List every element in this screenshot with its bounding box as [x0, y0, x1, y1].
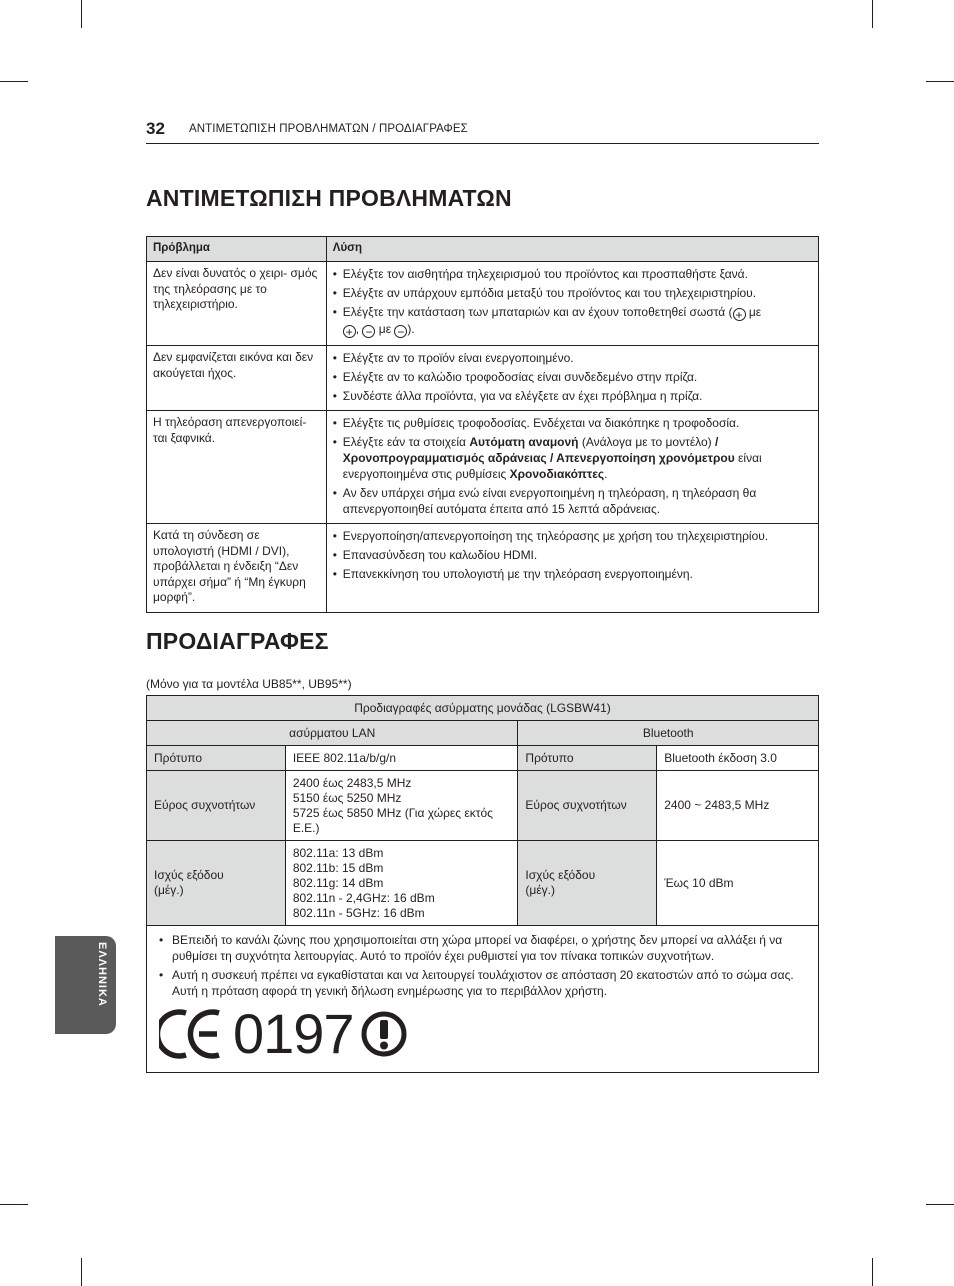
solution-item — [333, 434, 812, 482]
crop-mark — [872, 1258, 873, 1286]
spec-label — [518, 841, 657, 926]
spec-value-line: 802.11a: 13 dBm — [292, 845, 384, 860]
bluetooth-header: Bluetooth — [518, 721, 819, 746]
spec-note: • ΒΕπειδή το κανάλι ζώνης που χρησιμοποιείται στη χώρα μπορεί να διαφέρει, ο χρήστης δεν μπορεί να αλλάξει ή να ρυθμίσει τη συχνότητα λειτουργίας. Αυτό το προϊόν έχει ρυθμιστεί για τον πίνακα τοπικών συχνοτήτων. — [159, 932, 806, 964]
table-row — [147, 262, 819, 346]
spec-label: Πρότυπο — [147, 746, 286, 771]
solution-text: . — [604, 467, 608, 481]
problem-cell: Κατά τη σύνδεση σε υπολογιστή (HDMI / DVI), προβάλλεται η ένδειξη “Δεν υπάρχει σήμα” ή “Μη έγκυρη μορφή”. — [147, 524, 327, 613]
table-row — [147, 746, 819, 771]
solution-cell — [326, 411, 818, 524]
spec-label — [147, 841, 286, 926]
crop-mark — [81, 1258, 82, 1286]
table-row — [147, 524, 819, 613]
solution-text: Ελέγξτε εάν τα στοιχεία — [342, 435, 470, 449]
crop-mark — [0, 81, 28, 82]
setting-name: / Χρονοπρογραμματισμός αδράνειας / Απενεργοποίηση χρονόμετρου — [342, 435, 735, 465]
spec-value: Έως 10 dBm — [657, 841, 819, 926]
spec-label-line: Ισχύς εξόδου — [525, 868, 596, 882]
table-row — [147, 771, 819, 841]
spec-label-line: (μέγ.) — [525, 883, 556, 897]
solution-item: • Ελέγξτε αν υπάρχουν εμπόδια μεταξύ του προϊόντος και του τηλεχειριστηρίου. — [333, 285, 812, 301]
spec-table-title: Προδιαγραφές ασύρματης μονάδας (LGSBW41) — [147, 696, 819, 721]
spec-label: Πρότυπο — [518, 746, 657, 771]
wireless-spec-table — [146, 695, 819, 1073]
minus-icon: − — [394, 325, 407, 338]
solution-cell — [326, 262, 818, 346]
solution-text: Ελέγξτε την κατάσταση των μπαταριών και αν έχουν τοποθετηθεί σωστά ( — [342, 305, 733, 319]
running-title: ΑΝΤΙΜΕΤΩΠΙΣΗ ΠΡΟΒΛΗΜΑΤΩΝ / ΠΡΟΔΙΑΓΡΑΦΕΣ — [189, 123, 468, 135]
solution-item: • Επανασύνδεση του καλωδίου HDMI. — [333, 547, 812, 563]
solution-text: ). — [407, 322, 415, 336]
problem-cell: Η τηλεόραση απενεργοποιεί- ται ξαφνικά. — [147, 411, 327, 524]
solution-item: • Ελέγξτε τις ρυθμίσεις τροφοδοσίας. Ενδέχεται να διακόπηκε η τροφοδοσία. — [333, 415, 812, 431]
page-number: 32 — [146, 119, 165, 138]
column-header-solution: Λύση — [326, 237, 818, 262]
setting-name: Αυτόματη αναμονή — [469, 435, 579, 449]
spec-value-line: 2400 έως 2483,5 MHz — [292, 775, 412, 790]
problem-cell: Δεν είναι δυνατός ο χειρι- σμός της τηλεόρασης με το τηλεχειριστήριο. — [147, 262, 327, 346]
spec-value: Bluetooth έκδοση 3.0 — [657, 746, 819, 771]
spec-value-line: 5725 έως 5850 MHz (Για χώρες εκτός Ε.Ε.) — [292, 805, 493, 835]
language-tab-label: ΕΛΛΗΝΙΚΑ — [96, 942, 108, 1007]
spec-value: IEEE 802.11a/b/g/n — [285, 746, 518, 771]
solution-item — [333, 304, 812, 338]
spec-value — [285, 771, 518, 841]
solution-item: • Ελέγξτε αν το καλώδιο τροφοδοσίας είναι συνδεδεμένο στην πρίζα. — [333, 369, 812, 385]
crop-mark — [0, 1204, 28, 1205]
solution-cell — [326, 346, 818, 411]
problem-cell: Δεν εμφανίζεται εικόνα και δεν ακούγεται ήχος. — [147, 346, 327, 411]
crop-mark — [926, 81, 954, 82]
solution-text: με — [745, 305, 762, 319]
solution-item: • Ενεργοποίηση/απενεργοποίηση της τηλεόρασης με χρήση του τηλεχειριστηρίου. — [333, 528, 812, 544]
notified-body-number: 0197 — [233, 1002, 354, 1065]
ce-marking — [159, 1002, 806, 1065]
solution-item: • Αν δεν υπάρχει σήμα ενώ είναι ενεργοποιημένη η τηλεόραση, η τηλεόραση θα απενεργοποιηθεί αυτόματα έπειτα από 15 λεπτά αδράνειας. — [333, 485, 812, 517]
solution-text: , — [355, 322, 363, 336]
solution-item: • Ελέγξτε αν το προϊόν είναι ενεργοποιημένο. — [333, 350, 812, 366]
spec-value — [285, 841, 518, 926]
solution-text: είναι ενεργοποιημένα στις ρυθμίσεις — [342, 451, 762, 481]
spec-label: Εύρος συχνοτήτων — [518, 771, 657, 841]
minus-icon: − — [362, 325, 375, 338]
spec-notes-cell — [147, 926, 819, 1073]
spec-value-line: 802.11g: 14 dBm — [292, 875, 384, 890]
plus-icon: + — [733, 308, 746, 321]
spec-value-line: 802.11n - 2,4GHz: 16 dBm — [292, 890, 435, 905]
table-row — [147, 841, 819, 926]
spec-value: 2400 ~ 2483,5 MHz — [657, 771, 819, 841]
spec-value-line: 802.11b: 15 dBm — [292, 860, 384, 875]
specs-title: ΠΡΟΔΙΑΓΡΑΦΕΣ — [146, 628, 329, 654]
spec-value-line: 802.11n - 5GHz: 16 dBm — [292, 905, 425, 920]
solution-item: • Ελέγξτε τον αισθητήρα τηλεχειρισμού του προϊόντος και προσπαθήστε ξανά. — [333, 266, 812, 282]
plus-icon: + — [343, 325, 356, 338]
spec-note: • Αυτή η συσκευή πρέπει να εγκαθίσταται και να λειτουργεί τουλάχιστον σε απόσταση 20 εκατοστών από το σώμα σας. Αυτή η πρόταση αφορά τη γενική δήλωση ενημέρωσης για το περιβάλλον χρήστη. — [159, 967, 806, 999]
solution-cell — [326, 524, 818, 613]
model-note: (Μόνο για τα μοντέλα UB85**, UB95**) — [146, 677, 352, 691]
spec-value-line: 5150 έως 5250 MHz — [292, 790, 402, 805]
table-row — [147, 346, 819, 411]
spec-label: Εύρος συχνοτήτων — [147, 771, 286, 841]
column-header-problem: Πρόβλημα — [147, 237, 327, 262]
setting-name: Χρονοδιακόπτες — [509, 467, 605, 481]
alert-icon — [360, 1010, 408, 1058]
solution-text: με — [375, 322, 395, 336]
crop-mark — [872, 0, 873, 28]
crop-mark — [81, 0, 82, 28]
solution-item: • Συνδέστε άλλα προϊόντα, για να ελέγξετε αν έχει πρόβλημα η πρίζα. — [333, 388, 812, 404]
troubleshooting-title: ΑΝΤΙΜΕΤΩΠΙΣΗ ΠΡΟΒΛΗΜΑΤΩΝ — [146, 185, 512, 211]
troubleshooting-table — [146, 236, 819, 613]
header-rule — [146, 143, 819, 144]
solution-text: (Ανάλογα με το μοντέλο) — [578, 435, 715, 449]
spec-label-line: (μέγ.) — [154, 883, 184, 897]
solution-item: • Επανεκκίνηση του υπολογιστή με την τηλεόραση ενεργοποιημένη. — [333, 566, 812, 582]
crop-mark — [926, 1204, 954, 1205]
lan-header: ασύρματου LAN — [147, 721, 518, 746]
table-row — [147, 411, 819, 524]
ce-logo-icon — [159, 1007, 225, 1061]
spec-label-line: Ισχύς εξόδου — [154, 868, 224, 882]
